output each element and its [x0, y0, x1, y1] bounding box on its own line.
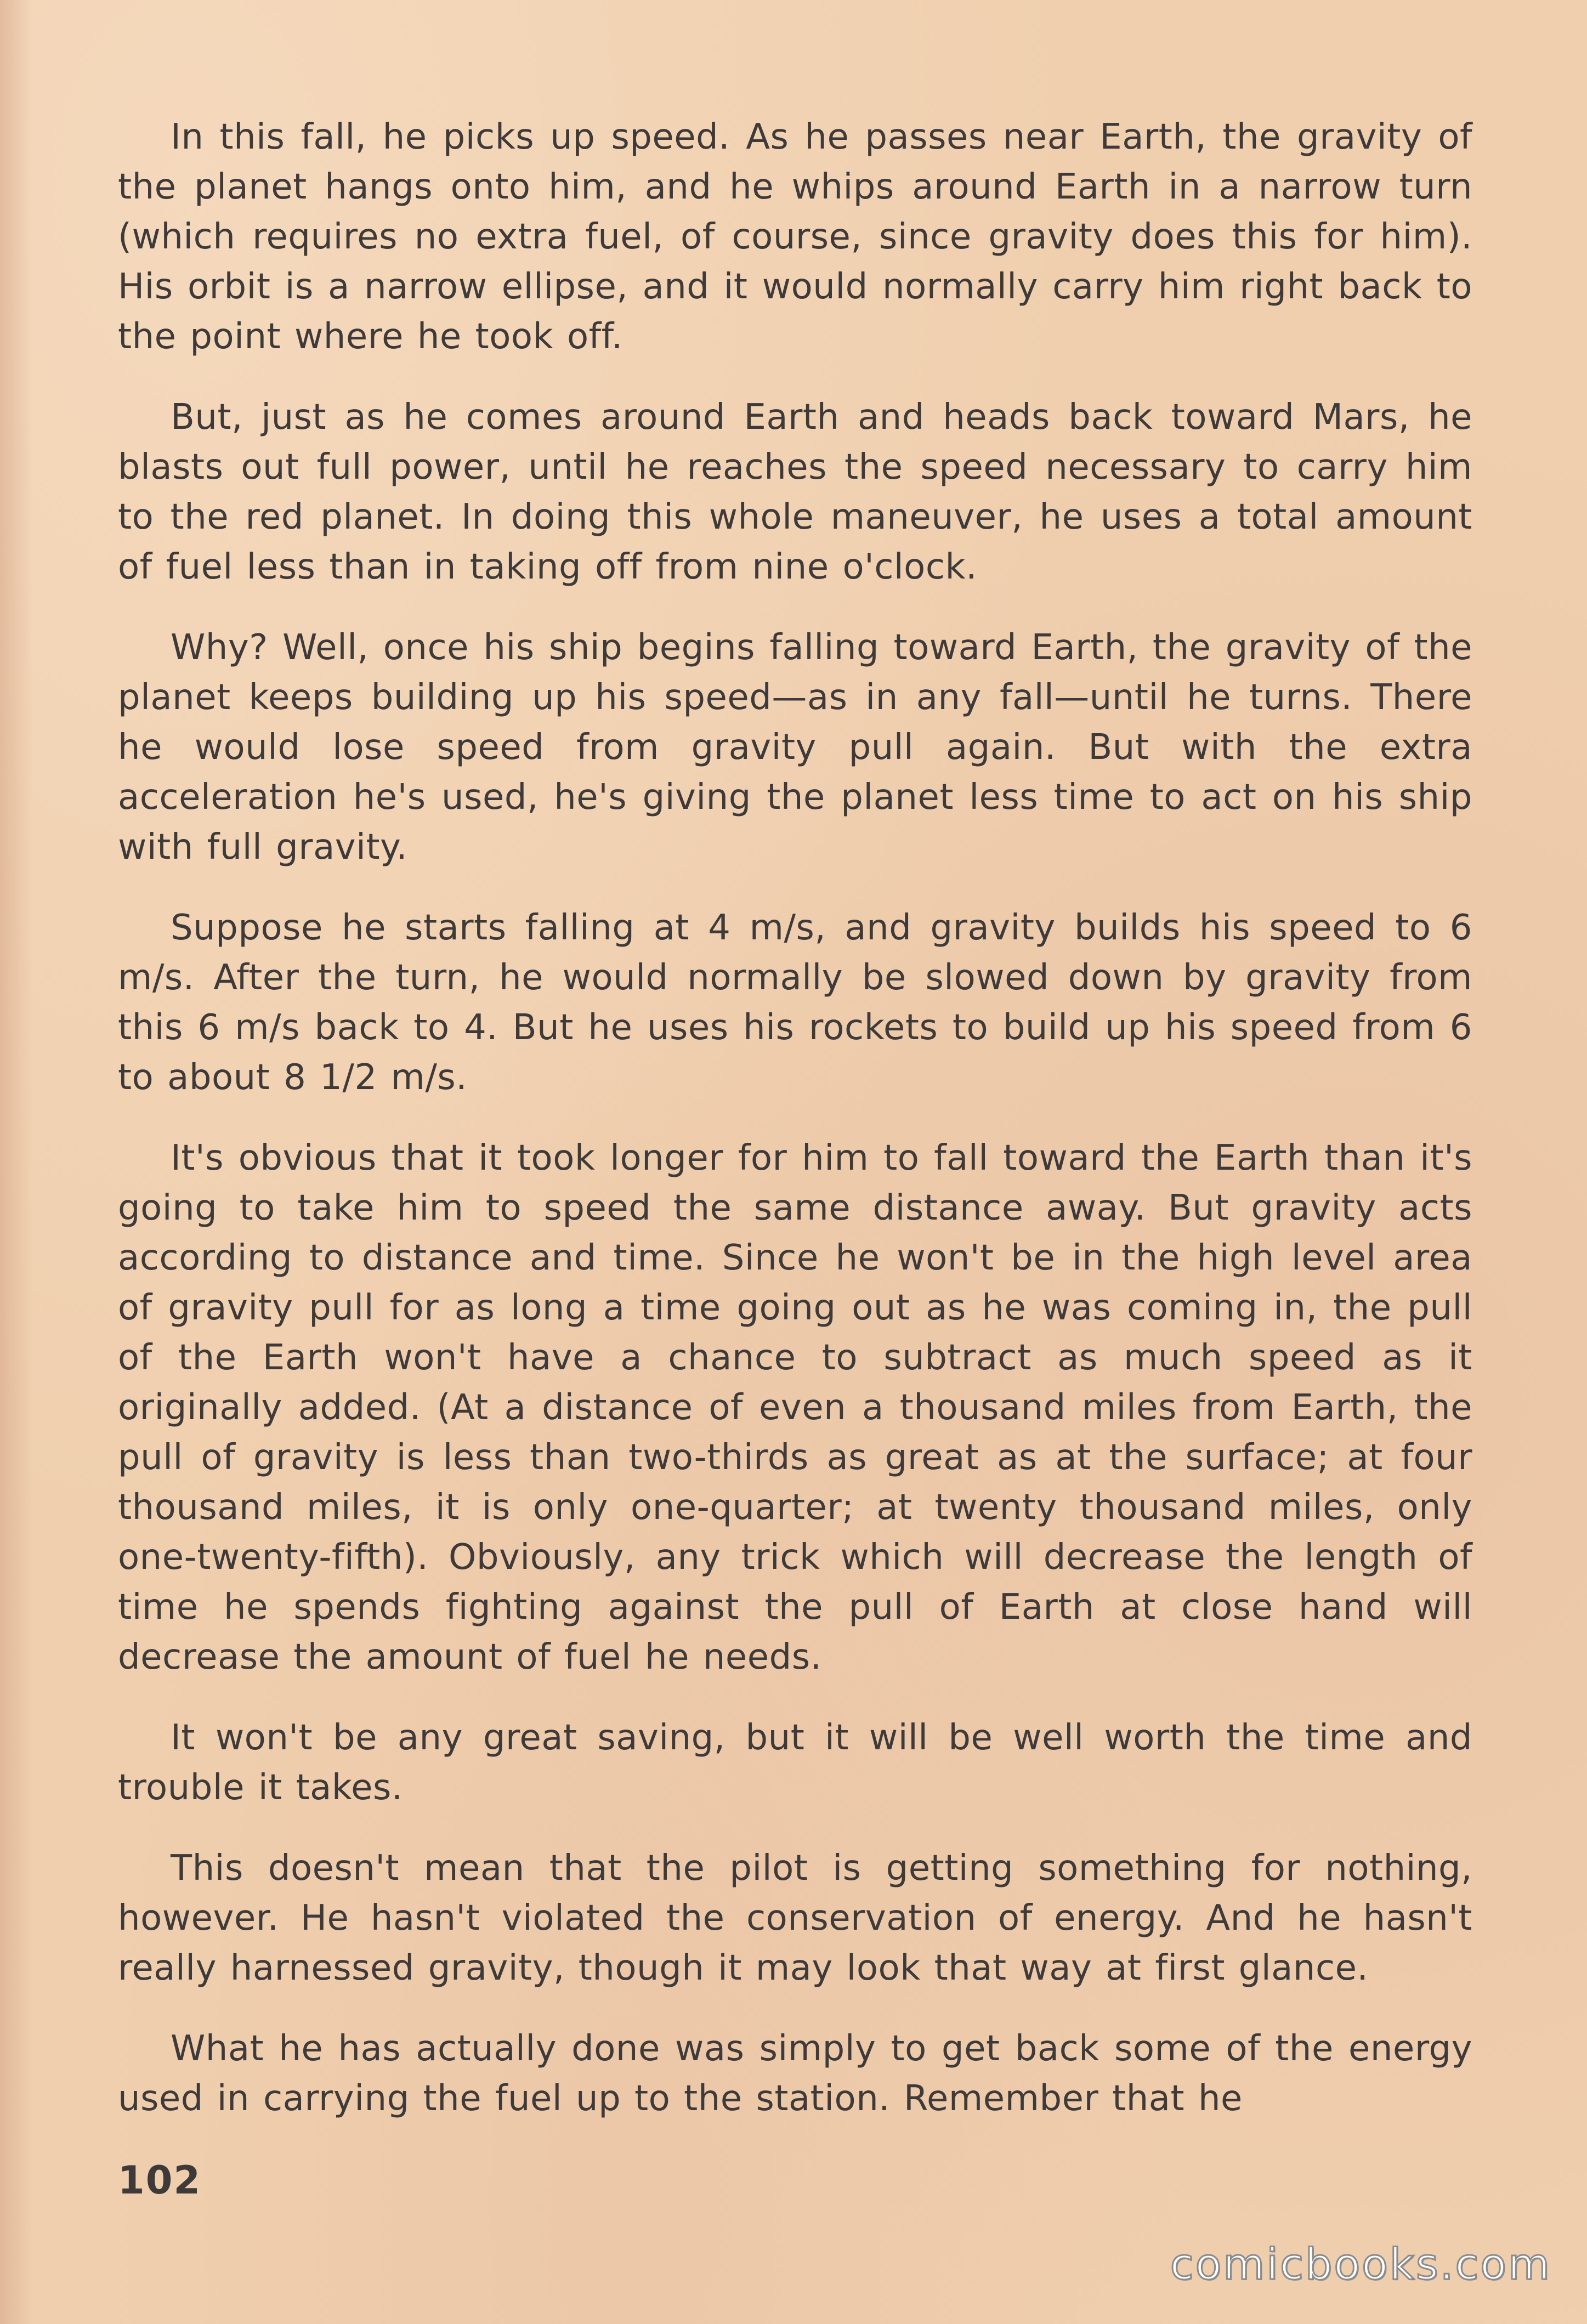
- paragraph: Why? Well, once his ship begins falling toward Earth, the gravity of the planet keeps building up his speed—as in any fall—until he turns. There he would lose speed from gravity pull again. But with the extra acceleration he's used, he's giving the planet less time to act on his ship with full gravity.: [118, 627, 1472, 868]
- paragraph: In this fall, he picks up speed. As he passes near Earth, the gravity of the planet hangs onto him, and he whips around Earth in a narrow turn (which requires no extra fuel, of course, since gravity does this for him). His orbit is a narrow ellipse, and it would normally carry him right back to the point where he took off.: [118, 117, 1472, 357]
- paragraph: But, just as he comes around Earth and heads back toward Mars, he blasts out full power, until he reaches the speed necessary to carry him to the red planet. In doing this whole maneuver, he uses a total amount of fuel less than in taking off from nine o'clock.: [118, 397, 1472, 587]
- paragraph: It's obvious that it took longer for him to fall toward the Earth than it's going to take him to speed the same distance away. But gravity acts according to distance and time. Since he won't be in the high level area of gravity pull for as long a time going out as he was coming in, the pull of the Earth won't have a chance to subtract as much speed as it originally added. (At a distance of even a thousand miles from Earth, the pull of gravity is less than two-thirds as great as at the surface; at four thousand miles, it is only one-quarter; at twenty thousand miles, only one-twenty-fifth). Obviously, any trick which will decrease the length of time he spends fighting against the pull of Earth at close hand will decrease the amount of fuel he needs.: [118, 1138, 1472, 1677]
- page-edge-shade: [0, 0, 33, 2324]
- paragraph: What he has actually done was simply to get back some of the energy used in carrying the fuel up to the station. Remember that he: [118, 2028, 1472, 2119]
- paragraph: Suppose he starts falling at 4 m/s, and gravity builds his speed to 6 m/s. After the turn, he would normally be slowed down by gravity from this 6 m/s back to 4. But he uses his rockets to build up his speed from 6 to about 8 1/2 m/s.: [118, 908, 1472, 1098]
- page-number: 102: [118, 2158, 202, 2203]
- watermark: comicbooks.com: [1170, 2240, 1551, 2289]
- paragraph: This doesn't mean that the pilot is getting something for nothing, however. He hasn't violated the conservation of energy. And he hasn't really harnessed gravity, though it may look that way at first glance.: [118, 1848, 1472, 1988]
- paragraph: It won't be any great saving, but it will be well worth the time and trouble it takes.: [118, 1718, 1472, 1808]
- body-text: [118, 112, 1472, 2155]
